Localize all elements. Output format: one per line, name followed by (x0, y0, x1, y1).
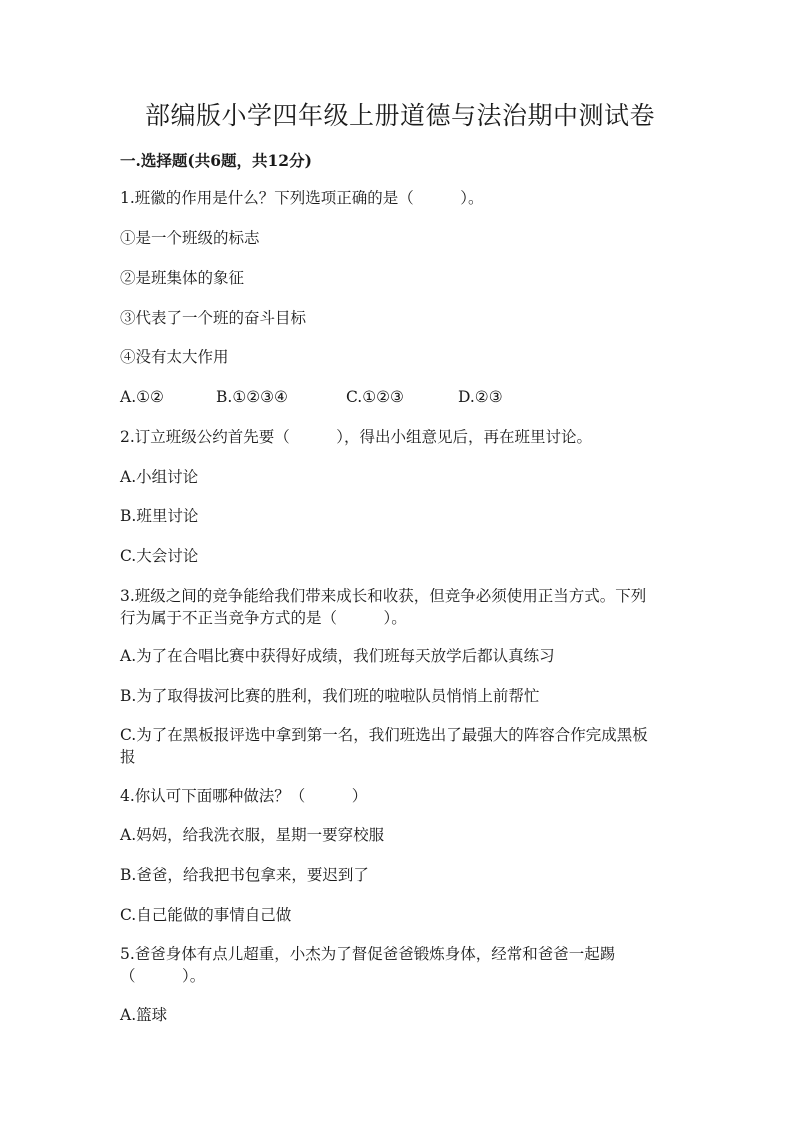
question-2-option-c: C.大会讨论 (120, 547, 199, 565)
question-2-stem: 2.订立班级公约首先要（ ），得出小组意见后，再在班里讨论。 (120, 428, 593, 446)
question-5-stem-line-1: 5.爸爸身体有点儿超重，小杰为了督促爸爸锻炼身体，经常和爸爸一起踢 (120, 945, 616, 963)
question-1-statement-1: ①是一个班级的标志 (120, 229, 260, 247)
question-1-statement-2: ②是班集体的象征 (120, 269, 245, 287)
question-5-stem-line-2: （ ）。 (120, 967, 206, 985)
question-4-option-c: C.自己能做的事情自己做 (120, 906, 292, 924)
question-1-option-d: D.②③ (458, 388, 503, 406)
question-2-option-a: A.小组讨论 (120, 468, 199, 486)
question-4-option-a: A.妈妈，给我洗衣服，星期一要穿校服 (120, 826, 385, 844)
question-4-option-b: B.爸爸，给我把书包拿来，要迟到了 (120, 866, 369, 884)
question-5-option-a: A.篮球 (120, 1006, 168, 1024)
question-3-option-a: A.为了在合唱比赛中获得好成绩，我们班每天放学后都认真练习 (120, 647, 555, 665)
question-3-stem-line-2: 行为属于不正当竞争方式的是（ ）。 (120, 609, 407, 627)
question-1-option-b: B.①②③④ (216, 388, 288, 406)
question-2-option-b: B.班里讨论 (120, 507, 199, 525)
question-3-option-c-line-2: 报 (120, 748, 136, 766)
question-1-statement-3: ③代表了一个班的奋斗目标 (120, 309, 307, 327)
question-1-option-a: A.①② (120, 388, 164, 406)
question-4-stem: 4.你认可下面哪种做法？（ ） (120, 787, 368, 805)
question-1-stem: 1.班徽的作用是什么？下列选项正确的是（ ）。 (120, 189, 484, 207)
question-1-option-c: C.①②③ (346, 388, 404, 406)
question-3-option-b: B.为了取得拔河比赛的胜利，我们班的啦啦队员悄悄上前帮忙 (120, 687, 540, 705)
section-heading: 一.选择题(共6题，共12分) (120, 151, 312, 170)
question-1-statement-4: ④没有太大作用 (120, 348, 229, 366)
question-3-option-c-line-1: C.为了在黑板报评选中拿到第一名，我们班选出了最强大的阵容合作完成黑板 (120, 726, 648, 744)
page-title: 部编版小学四年级上册道德与法治期中测试卷 (144, 101, 655, 130)
question-3-stem-line-1: 3.班级之间的竞争能给我们带来成长和收获，但竞争必须使用正当方式。下列 (120, 587, 647, 605)
